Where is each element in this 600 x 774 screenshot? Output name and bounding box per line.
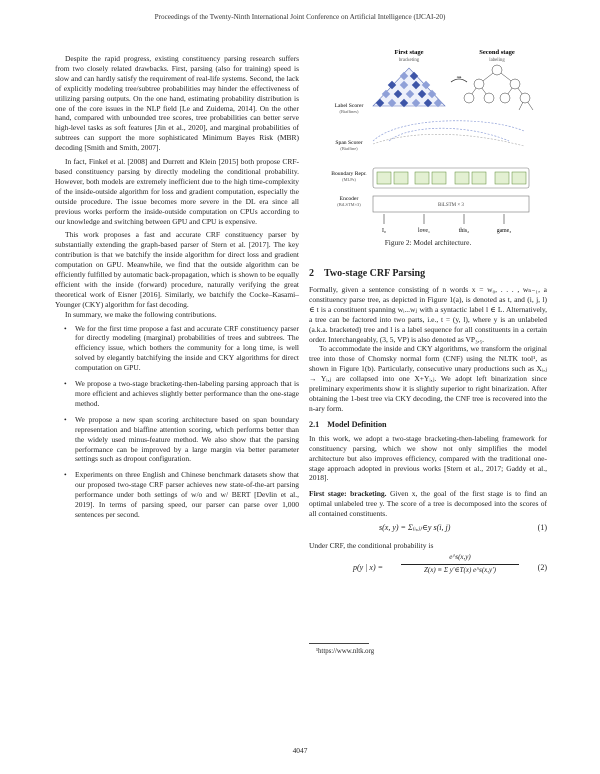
running-header: Proceedings of the Twenty-Ninth International Joint Conference on Artificial Intelligence (IJCAI-20): [154, 13, 446, 21]
footnote-rule: [309, 643, 369, 644]
architecture-diagram: [309, 46, 547, 238]
page-number: 4047: [292, 746, 308, 755]
svg-text:⇝: ⇝: [456, 75, 462, 81]
boundary-repr-sub: (MLPs): [342, 177, 356, 182]
figure-caption: Figure 2: Model architecture.: [384, 238, 472, 247]
paragraph-formal: Formally, given a sentence consisting of n words x = w₀, . . . , wₙ₋₁, a constituency parse tree, as depicted in Figure 1(a), is denoted as t, and (i, j, l) ∈ t is a constituent spanning wᵢ...wⱼ with a syntactic label l ∈ L. Alternatively, a tree can be factored into two parts, i.e., t = (y, l), where y is an unlabeled (a.k.a. bracketed) tree and l is a label sequence for all constituents in a certain order. Interchangeably, (3, 5, VP) is also denoted as VP₃,₅.: [309, 285, 547, 344]
input-token: love₁: [417, 228, 431, 234]
boundary-repr-label: Boundary Repr.: [331, 171, 367, 177]
label-scorer-label: Label Scorer: [334, 103, 364, 109]
bilstm-text: BiLSTM × 3: [438, 203, 464, 208]
paragraph-crf: Under CRF, the conditional probability is: [309, 541, 434, 551]
span-scorer-label: Span Scorer: [335, 140, 363, 146]
first-stage-lead: First stage: bracketing.: [309, 489, 387, 499]
right-column: [309, 268, 547, 587]
input-token: this₂: [458, 228, 470, 234]
left-column: [55, 54, 299, 526]
equation-2: p(y | x) = e^s(x,y) Z(x) ≡ Σ y′∈T(x) e^s(x,y′) (2): [353, 552, 547, 574]
encoder-label: Encoder: [339, 196, 359, 202]
paragraph-this-work: This work proposes a fast and accurate CRF constituency parser by substantially extending the graph-based parser of Stern et al. [2017]. The key contribution is that we batchify the inside algorithm for direct loss and gradient computation on GPU. Meanwhile, we find that the outside algorithm can be efficiently fulfilled by automatic back-propagation, which is shown to be equally efficient with the inside (forward) procedure, naturally verifying the great theoretical work of Eisner [2016]. Similarly, we batchify the Cocke–Kasami–Younger (CKY) algorithm for fast decoding.: [55, 230, 299, 309]
model-architecture-figure: [309, 46, 547, 250]
list-item: • We for the first time propose a fast and accurate CRF constituency parser for directly modeling (marginal) probabilities of trees and subtrees. The efficiency issue, which bothers the community for a long time, is well solved by elegantly batchifying the inside and CKY algorithms for direct computation on GPU.: [75, 324, 299, 374]
paragraph-cnf: To accommodate the inside and CKY algorithms, we transform the original tree into those of Chomsky normal form (CNF) using the NLTK tool¹, as shown in Figure 1(b). Particularly, consecutive unary productions such as Xᵢ,ⱼ → Yᵢ,ⱼ are collapsed into one X+Yᵢ,ⱼ. We adopt left binarization since preliminary experiments show it is slightly superior to right binarization. After obtaining the 1-best tree via CKY decoding, the CNF tree is recovered into the n-ary form.: [309, 344, 547, 413]
labeling-tree: [464, 65, 533, 110]
paragraph-first-stage: First stage: bracketing. Given x, the goal of the first stage is to find an optimal unlabeled tree y. The score of a tree is decomposed into the scores of all contained constituents.: [309, 489, 547, 519]
list-item: • We propose a two-stage bracketing-then-labeling parsing approach that is more efficient and achieves slightly better performance than the one-stage method.: [75, 379, 299, 409]
bracketing-chart: [373, 68, 445, 107]
first-stage-label: First stage: [394, 49, 424, 56]
paragraph-drawbacks: Despite the rapid progress, existing constituency parsing research suffers from two closely related drawbacks. First, parsing (also for training) speed is slow and can hardly satisfy the requirement of real-life systems. Second, the lack of explicitly modeling tree/subtree probabilities may hinder the effectiveness of utilizing parsing outputs. On the one hand, estimating probability distribution is one of the core issues in the NLP field [Le and Zuidema, 2014]. On the other hand, compared with unbounded tree scores, tree probabilities can better serve high-level tasks as soft features [Jin et al., 2020], and marginal probabilities of subtrees can support the more sophisticated Minimum Bayes Risk (MBR) decoding [Smith and Smith, 2007].: [55, 54, 299, 153]
label-scorer-sub: (Biaffines): [339, 109, 359, 114]
span-scorer-sub: (Biaffine): [340, 146, 358, 151]
boundary-repr-boxes: [373, 168, 529, 188]
list-item: • We propose a new span scoring architecture based on span boundary representation and biaffine attention scoring, which performs better than the widely used minus-feature method. We also show that the parsing performance can be improved by a large margin via better parameter settings such as dropout configuration.: [75, 415, 299, 465]
subsection-heading: 2.1 Model Definition: [309, 419, 387, 429]
footnote: ¹https://www.nltk.org: [316, 648, 375, 655]
contributions-list: [55, 324, 299, 520]
second-stage-sub: labeling: [489, 58, 505, 63]
paragraph-crf-prior-work: In fact, Finkel et al. [2008] and Durrett and Klein [2015] both propose CRF-based constituency parsing by directly modeling the conditional probability. However, both models are extremely inefficient due to the high time-complexity of the inside-outside algorithm for loss and gradient computation, especially the outside procedure. The issue becomes more severe in the DL era since all previous works perform the inside-outside computation on CPUs according to our knowledge and switching between GPU and CPU is expensive.: [55, 157, 299, 226]
paragraph-model-definition: In this work, we adopt a two-stage bracketing-then-labeling framework for constituency parsing, which we show not only simplifies the model architecture but also improves efficiency, compared with the traditional one-stage approach adopted in previous works [Stern et al., 2017; Gaddy et al., 2018].: [309, 433, 547, 483]
input-token: game₃: [496, 228, 512, 234]
encoder-sub: (BiLSTM×3): [337, 202, 361, 207]
paragraph-summary: In summary, we make the following contributions.: [65, 309, 217, 319]
equation-1: s(x, y) = Σ₍ᵢ,ⱼ₎∈y s(i, j) (1): [379, 523, 547, 533]
section-heading: 2 Two-stage CRF Parsing: [309, 268, 426, 279]
input-token: I₀: [382, 228, 386, 234]
list-item: • Experiments on three English and Chinese benchmark datasets show that our proposed two-stage CRF parser achieves new state-of-the-art parsing performance under both settings of w/o and w/ BERT [Devlin et al., 2019]. In terms of parsing speed, our parser can parse over 1,000 sentences per second.: [75, 470, 299, 520]
first-stage-sub: bracketing: [398, 58, 420, 63]
second-stage-label: Second stage: [479, 49, 515, 56]
